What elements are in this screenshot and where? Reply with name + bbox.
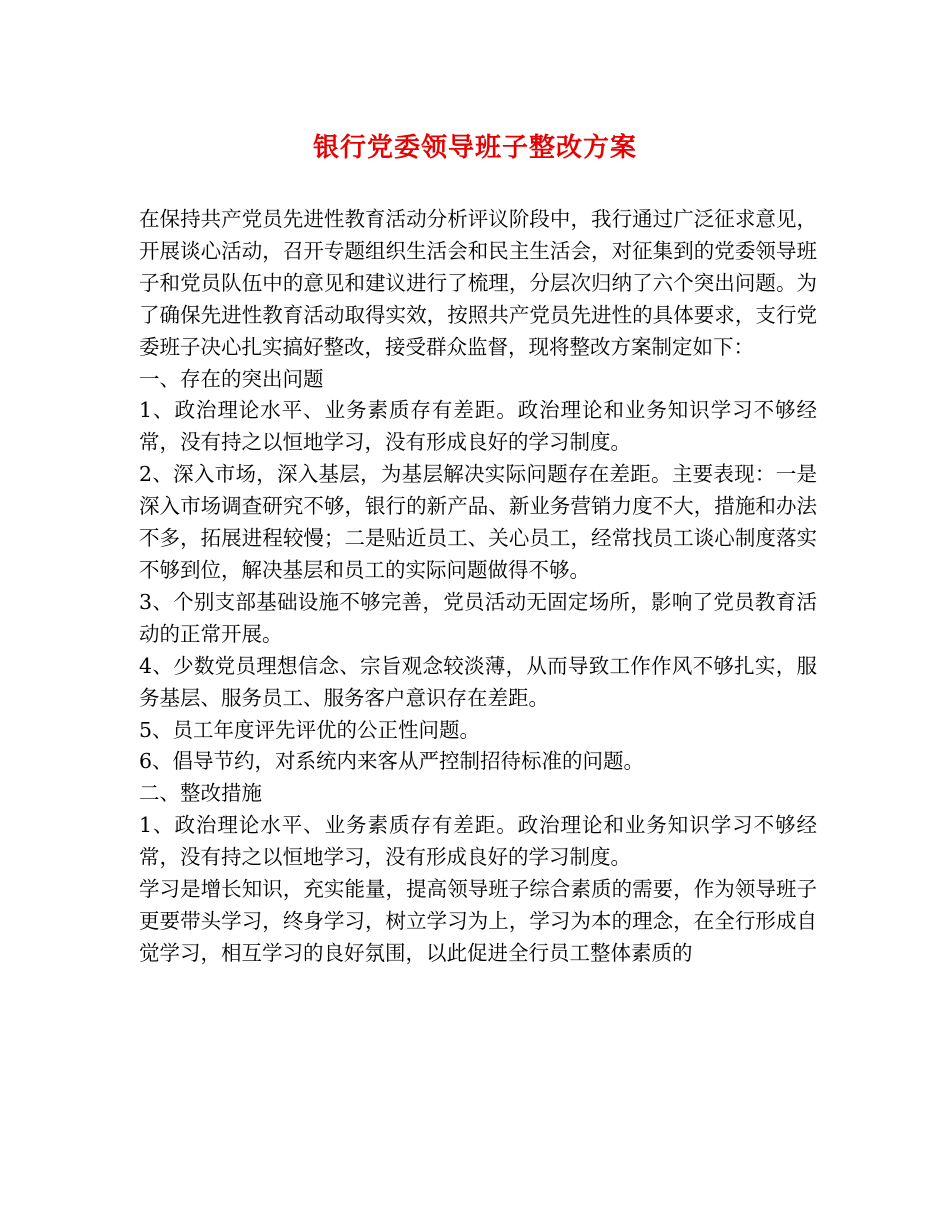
section-heading-problems: 一、存在的突出问题 [139, 366, 324, 391]
problem-item-4: 4、少数党员理想信念、宗旨观念较淡薄，从而导致工作作风不够扎实，服务基层、服务员工、服务客户意识存在差距。 [139, 653, 817, 710]
problem-item-3: 3、个别支部基础设施不够完善，党员活动无固定场所，影响了党员教育活动的正常开展。 [139, 589, 817, 646]
measure-paragraph: 学习是增长知识，充实能量，提高领导班子综合素质的需要，作为领导班子更要带头学习，终身学习，树立学习为上，学习为本的理念，在全行形成自觉学习，相互学习的良好氛围，以此促进全行员工整体素质的 [139, 877, 817, 965]
document-body [139, 204, 817, 970]
measure-item-1: 1、政治理论水平、业务素质存有差距。政治理论和业务知识学习不够经常，没有持之以恒地学习，没有形成良好的学习制度。 [139, 813, 817, 870]
problem-item-6: 6、倡导节约，对系统内来客从严控制招待标准的问题。 [139, 749, 645, 774]
document-title: 银行党委领导班子整改方案 [312, 133, 637, 163]
intro-paragraph: 在保持共产党员先进性教育活动分析评议阶段中，我行通过广泛征求意见，开展谈心活动，召开专题组织生活会和民主生活会，对征集到的党委领导班子和党员队伍中的意见和建议进行了梳理，分层次归纳了六个突出问题。为了确保先进性教育活动取得实效，按照共产党员先进性的具体要求，支行党委班子决心扎实搞好整改，接受群众监督，现将整改方案制定如下： [139, 207, 817, 359]
problem-item-5: 5、员工年度评先评优的公正性问题。 [139, 717, 481, 742]
section-heading-measures: 二、整改措施 [139, 781, 262, 806]
problem-item-1: 1、政治理论水平、业务素质存有差距。政治理论和业务知识学习不够经常，没有持之以恒地学习，没有形成良好的学习制度。 [139, 398, 817, 455]
problem-item-2: 2、深入市场，深入基层，为基层解决实际问题存在差距。主要表现：一是深入市场调查研究不够，银行的新产品、新业务营销力度不大，措施和办法不多，拓展进程较慢；二是贴近员工、关心员工，经常找员工谈心制度落实不够到位，解决基层和员工的实际问题做得不够。 [139, 462, 817, 582]
